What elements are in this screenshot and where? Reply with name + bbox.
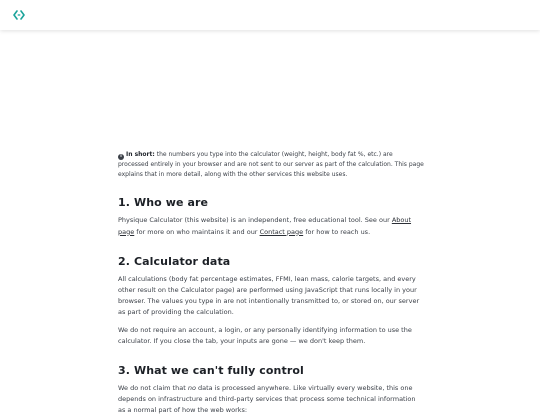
text-segment: for more on who maintains it and our <box>134 227 260 236</box>
who-we-are-paragraph <box>118 215 424 237</box>
section-heading-who-we-are: 1. Who we are <box>118 196 209 210</box>
info-icon: i <box>118 154 124 160</box>
summary-note <box>118 150 424 179</box>
emphasis-text: no <box>187 384 196 393</box>
text-segment: Physique Calculator (this website) is an independent, free educational tool. See our <box>118 216 392 225</box>
about-page-link[interactable]: About page <box>118 216 412 236</box>
top-nav-bar <box>0 0 540 30</box>
section-heading-calculator-data: 2. Calculator data <box>118 254 231 268</box>
calculator-data-paragraph-2: We do not require an account, a login, or any personally identifying information to use the calculator. If you close the tab, your inputs are gone — we don't keep them. <box>118 325 412 345</box>
cant-control-paragraph <box>118 383 424 417</box>
calculator-data-paragraph-1: All calculations (body fat percentage estimates, FFMI, lean mass, calorie targets, and every other result on the Calculator page) are performed using JavaScript that runs locally in your browser. The values you type in are not intentionally transmitted to, or stored on, our server as part of providing the calculation. <box>118 274 420 317</box>
text-segment: We do not claim that <box>118 384 188 393</box>
code-brackets-icon[interactable] <box>13 10 25 20</box>
contact-page-link[interactable]: Contact page <box>259 227 304 236</box>
text-segment: data is processed anywhere. Like virtually every website, this one depends on infrastructure and third-party services that process some technical information as a normal part of how the web works: <box>118 384 416 415</box>
privacy-content <box>118 150 424 417</box>
section-heading-cant-control: 3. What we can't fully control <box>118 364 304 378</box>
text-segment: for how to reach us. <box>303 227 371 236</box>
note-text: the numbers you type into the calculator (weight, height, body fat %, etc.) are processed entirely in your browser and are not sent to our server as part of the calculation. This page explains that in more detail, along with the other services this website uses. <box>118 151 424 178</box>
note-lead: In short: <box>126 151 155 158</box>
